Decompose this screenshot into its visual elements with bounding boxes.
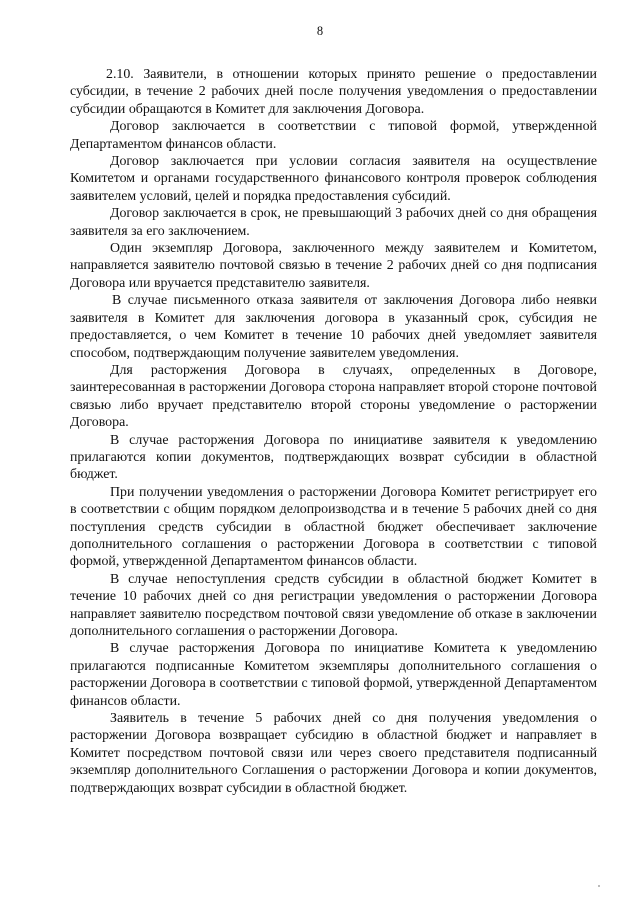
paragraph-contract-form: Договор заключается в соответствии с типовой формой, утвержденной Департаментом финансов области.: [70, 119, 597, 152]
paragraph-termination-applicant: В случае расторжения Договора по инициативе заявителя к уведомлению прилагаются копии документов, подтверждающих возврат субсидии в областной бюджет.: [70, 432, 597, 483]
paragraph-refusal: В случае письменного отказа заявителя от заключения Договора либо неявки заявителя в Комитет для заключения договора в указанный срок, субсидия не предоставляется, о чем Комитет в течение 10 рабочих дней уведомляет заявителя способом, подтверждающим получение заявителем уведомления.: [70, 293, 597, 361]
paragraph-termination-committee: В случае расторжения Договора по инициативе Комитета к уведомлению прилагаются подписанные Комитетом экземпляры дополнительного соглашения о расторжении Договора в соответствии с типовой формой, утвержденной Департаментом финансов области.: [70, 641, 597, 709]
paragraph-return-subsidy: Заявитель в течение 5 рабочих дней со дня получения уведомления о расторжении Договора возвращает субсидию в областной бюджет и направляет в Комитет посредством почтовой связи или через своего представителя подписанный экземпляр дополнительного Соглашения о расторжении Договора и копии документов, подтверждающих возврат субсидии в областной бюджет.: [70, 711, 597, 796]
paragraph-contract-copy: Один экземпляр Договора, заключенного между заявителем и Комитетом, направляется заявителю почтовой связью в течение 2 рабочих дней со дня подписания Договора или вручается представителю заявителя.: [70, 241, 597, 291]
paragraph-termination-registration: При получении уведомления о расторжении Договора Комитет регистрирует его в соответствии с общим порядком делопроизводства и в течение 5 рабочих дней со дня поступления средств субсидии в областной бюджет обеспечивает заключение дополнительного соглашения о расторжении Договора в соответствии с типовой формой, утвержденной Департаментом финансов области.: [70, 484, 597, 570]
paragraph-2-10: 2.10. Заявители, в отношении которых принято решение о предоставлении субсидии, в течение 2 рабочих дней после получения уведомления о предоставлении субсидии обращаются в Комитет для заключения Договора.: [70, 67, 597, 117]
paragraph-termination: Для расторжения Договора в случаях, определенных в Договоре, заинтересованная в расторжении Договора сторона направляет второй стороне почтовой связью либо вручает представителю второй стороны уведомление о расторжении Договора.: [70, 362, 597, 431]
paragraph-contract-term: Договор заключается в срок, не превышающий 3 рабочих дней со дня обращения заявителя за его заключением.: [70, 206, 597, 239]
document-body: [70, 66, 597, 797]
paragraph-contract-condition: Договор заключается при условии согласия заявителя на осуществление Комитетом и органами государственного финансового контроля проверок соблюдения заявителем условий, целей и порядка предоставления субсидий.: [70, 154, 597, 204]
scan-speck: [598, 885, 600, 887]
paragraph-nonreceipt: В случае непоступления средств субсидии в областной бюджет Комитет в течение 10 рабочих дней со дня регистрации уведомления о расторжении Договора направляет заявителю посредством почтовой связи уведомление об отказе в заключении дополнительного соглашения о расторжении Договора.: [70, 571, 597, 639]
page-number: 8: [316, 24, 324, 38]
